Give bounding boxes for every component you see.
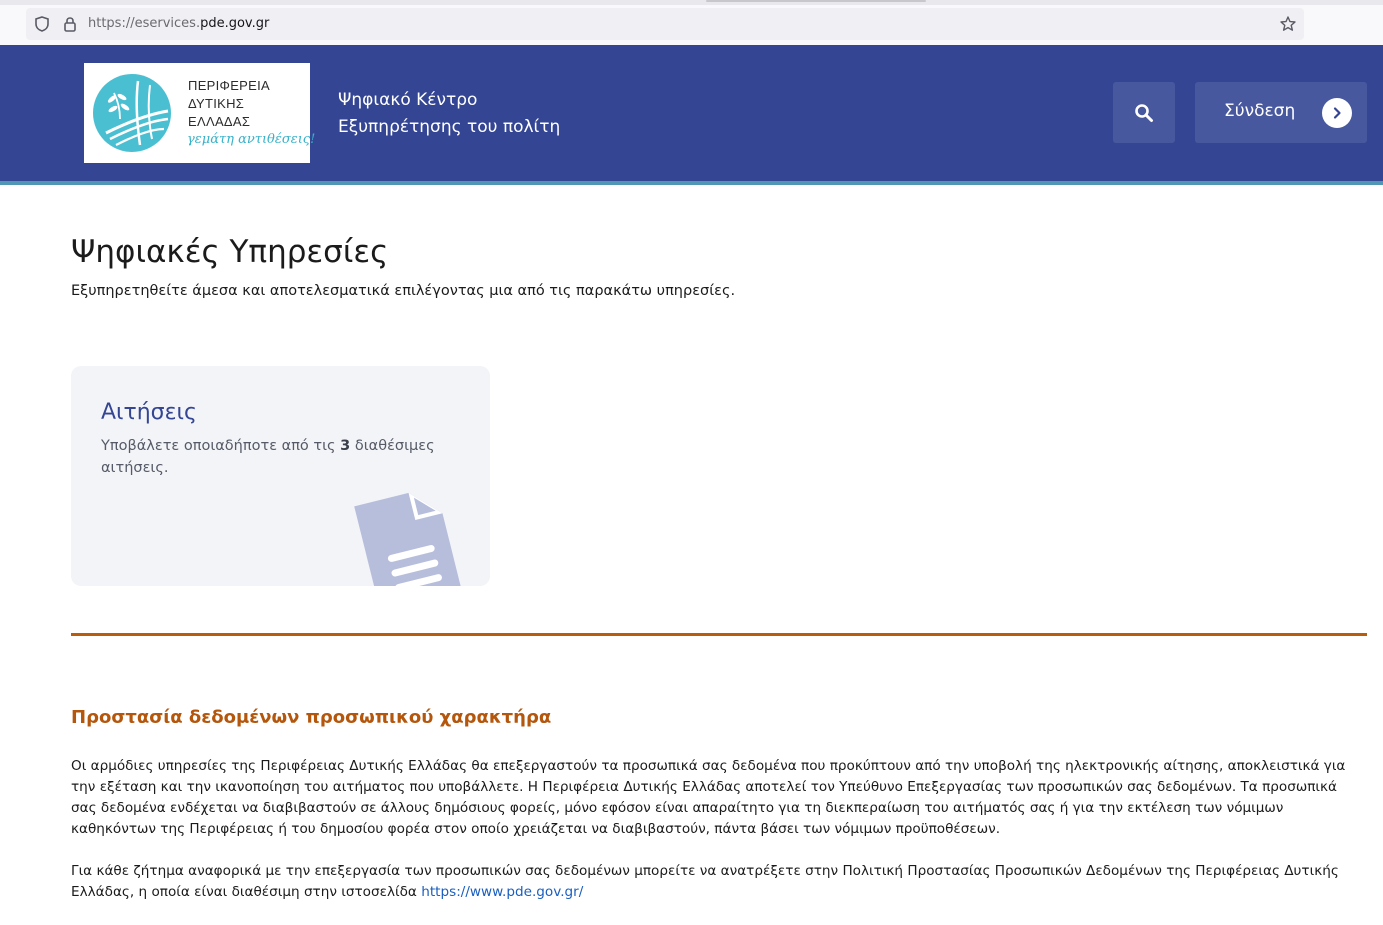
header-accent-stripe (0, 181, 1383, 185)
privacy-paragraph-2-text: Για κάθε ζήτημα αναφορικά με την επεξεργασία των προσωπικών σας δεδομένων μπορείτε να ανατρέξετε στην Πολιτική Προστασίας Προσωπικών Δεδομένων της Περιφέρειας Δυτικής Ελλάδας, η οποία είναι διαθέσιμη στην ιστοσελίδα (71, 863, 1339, 900)
logo-text (188, 77, 270, 131)
service-card-applications[interactable] (71, 366, 490, 586)
search-button[interactable] (1113, 82, 1175, 143)
login-button-label: Σύνδεση (1224, 101, 1296, 121)
address-bar[interactable] (26, 8, 1304, 40)
url-protocol: https:// (88, 16, 135, 31)
logo-line-1: ΠΕΡΙΦΕΡΕΙΑ (188, 78, 271, 93)
card-desc-prefix: Υποβάλετε οποιαδήποτε από τις (101, 438, 341, 454)
logo-line-2: ΔΥΤΙΚΗΣ (188, 96, 245, 111)
region-logo[interactable] (84, 63, 316, 163)
lock-icon[interactable] (61, 15, 79, 33)
site-title (338, 87, 560, 141)
bookmark-star-icon[interactable] (1279, 15, 1297, 33)
search-icon (1134, 103, 1154, 123)
login-button[interactable] (1195, 82, 1367, 143)
document-icon (349, 476, 479, 586)
site-title-line-2: Εξυπηρέτησης του πολίτη (338, 117, 561, 137)
privacy-policy-link[interactable]: https://www.pde.gov.gr/ (421, 884, 584, 900)
region-logo-emblem-icon (92, 73, 172, 153)
site-header (0, 45, 1383, 185)
privacy-paragraph-1: Οι αρμόδιες υπηρεσίες της Περιφέρειας Δυτικής Ελλάδας θα επεξεργαστούν τα προσωπικά σας δεδομένα που προκύπτουν από την υποβολή της ηλεκτρονικής αίτησης, αποκλειστικά για την εξέταση και την ικανοποίηση του αιτήματος που υποβάλλετε. Η Περιφέρεια Δυτικής Ελλάδας αποτελεί τον Υπεύθυνο Επεξεργασίας των προσωπικών σας δεδομένων. Τα προσωπικά σας δεδομένα ενδέχεται να διαβιβαστούν σε άλλους δημόσιους φορείς, μόνο εφόσον είναι απαραίτητο για τη διεκπεραίωση του αιτήματός σας ή για την εκτέλεση των νόμιμων καθηκόντων της Περιφέρειας ή του δημοσίου φορέα στον οποίο χρειάζεται να διαβιβαστούν, πάντα βάσει των νόμιμων προϋποθέσεων. (71, 758, 1346, 837)
url-domain: pde.gov.gr (200, 16, 270, 31)
card-desc-count: 3 (340, 438, 351, 454)
privacy-paragraph-2 (71, 861, 1361, 903)
tab-indicator (706, 0, 926, 2)
shield-icon[interactable] (33, 15, 51, 33)
privacy-section-title: Προστασία δεδομένων προσωπικού χαρακτήρα (71, 707, 552, 728)
browser-toolbar (0, 0, 1383, 45)
service-card-title: Αιτήσεις (101, 400, 197, 425)
url-subdomain: eservices. (134, 16, 201, 31)
card-desc-suffix: διαθέσιμες αιτήσεις. (101, 438, 435, 476)
logo-tagline: γεμάτη αντιθέσεις! (187, 132, 316, 147)
page-subtitle: Εξυπηρετηθείτε άμεσα και αποτελεσματικά επιλέγοντας μια από τις παρακάτω υπηρεσίες. (71, 283, 736, 299)
url-text[interactable] (88, 16, 269, 31)
login-arrow (1322, 98, 1352, 128)
chevron-right-icon (1330, 106, 1344, 120)
service-card-description (101, 435, 451, 479)
page-title: Ψηφιακές Υπηρεσίες (71, 234, 389, 270)
section-divider (71, 633, 1367, 636)
site-title-line-1: Ψηφιακό Κέντρο (338, 90, 478, 110)
tab-strip (0, 0, 1383, 5)
logo-line-3: ΕΛΛΑΔΑΣ (188, 114, 251, 129)
